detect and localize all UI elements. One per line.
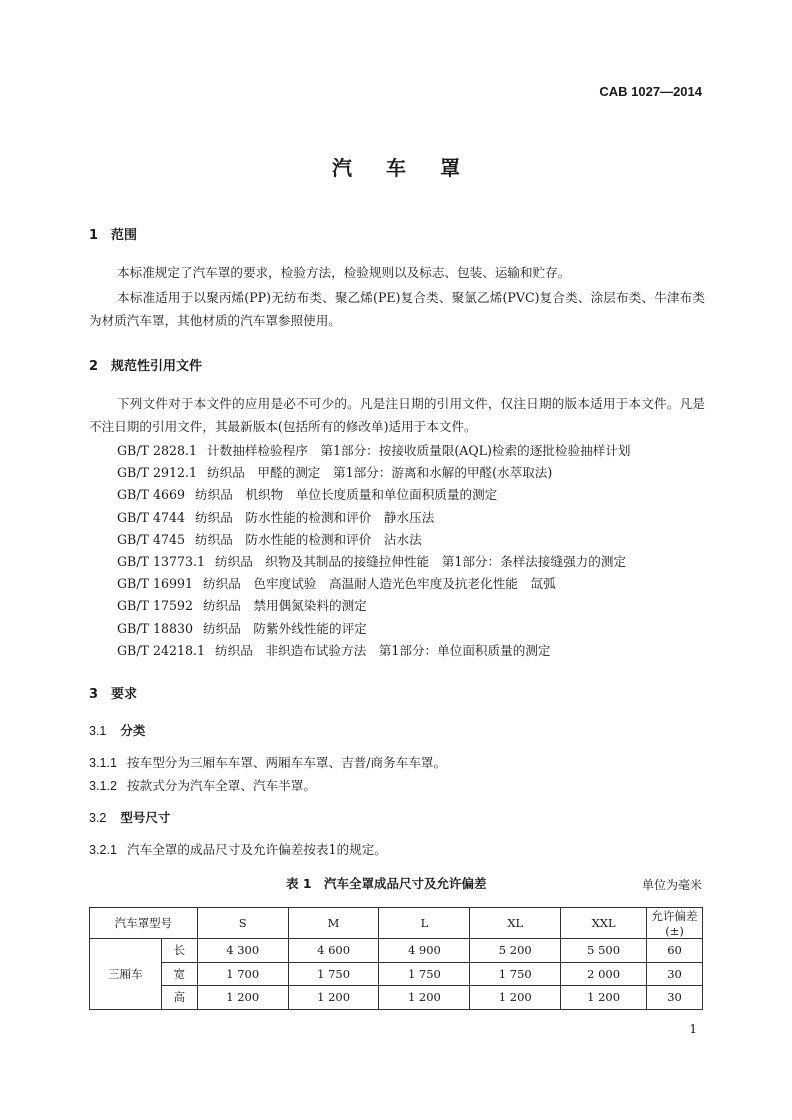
value-cell: 1 750 xyxy=(379,962,470,986)
clause-3-1-1 xyxy=(89,752,446,771)
value-cell: 4 900 xyxy=(379,939,470,963)
clause-3-2-1 xyxy=(89,839,387,858)
subsection-title: 型号尺寸 xyxy=(120,810,171,825)
table-row xyxy=(90,939,703,963)
header-cell: S xyxy=(197,908,288,939)
reference-code: GB/T 4745 xyxy=(117,531,186,547)
standard-code: CAB 1027—2014 xyxy=(599,84,702,99)
reference-title: 纺织品 非织造布试验方法 第1部分：单位面积质量的测定 xyxy=(215,642,551,658)
reference-code: GB/T 2912.1 xyxy=(117,465,198,481)
reference-item xyxy=(117,484,497,506)
section-title: 规范性引用文件 xyxy=(111,359,203,374)
clause-text: 按车型分为三厢车车罩、两厢车车罩、吉普/商务车车罩。 xyxy=(127,755,447,770)
size-table xyxy=(89,907,703,1010)
dim-cell: 长 xyxy=(161,939,197,963)
value-cell: 1 200 xyxy=(288,986,379,1010)
page-title: 汽车罩 xyxy=(332,156,494,180)
table-caption: 表 1 汽车全罩成品尺寸及允许偏差 xyxy=(286,876,487,891)
section-title: 范围 xyxy=(111,228,138,243)
value-cell: 4 600 xyxy=(288,939,379,963)
reference-item xyxy=(117,618,367,640)
section-1-heading xyxy=(89,224,137,243)
reference-title: 纺织品 禁用偶氮染料的测定 xyxy=(203,598,367,614)
section-number: 1 xyxy=(89,228,99,243)
reference-item xyxy=(117,529,422,551)
reference-title: 纺织品 色牢度试验 高温耐人造光色牢度及抗老化性能 氙弧 xyxy=(203,576,556,592)
subsection-3-1-heading xyxy=(89,721,145,739)
section-2-heading xyxy=(89,355,202,374)
reference-item xyxy=(117,573,556,595)
value-cell: 1 750 xyxy=(470,962,561,986)
clause-text: 汽车全罩的成品尺寸及允许偏差按表1的规定。 xyxy=(127,842,387,857)
value-cell: 1 200 xyxy=(379,986,470,1010)
scope-paragraph-2: 本标准适用于以聚丙烯(PP)无纺布类、聚乙烯(PE)复合类、聚氯乙烯(PVC)复合类、涂层布类、牛津布类为材质汽车罩，其他材质的汽车罩参照使用。 xyxy=(89,290,705,328)
clause-number: 3.1.2 xyxy=(89,779,118,793)
tolerance-cell: 60 xyxy=(647,939,703,963)
clause-number: 3.1.1 xyxy=(89,756,118,770)
reference-item xyxy=(117,440,630,462)
value-cell: 5 200 xyxy=(470,939,561,963)
reference-title: 纺织品 机织物 单位长度质量和单位面积质量的测定 xyxy=(195,487,498,503)
reference-code: GB/T 4744 xyxy=(117,509,186,525)
reference-title: 计数抽样检验程序 第1部分：按接收质量限(AQL)检索的逐批检验抽样计划 xyxy=(207,443,631,458)
table-row xyxy=(90,962,703,986)
subsection-3-2-heading xyxy=(89,808,170,826)
header-cell: XXL xyxy=(561,908,647,939)
table-row xyxy=(90,986,703,1010)
value-cell: 4 300 xyxy=(197,939,288,963)
reference-code: GB/T 17592 xyxy=(117,598,194,614)
dim-cell: 宽 xyxy=(161,962,197,986)
clause-number: 3.2.1 xyxy=(89,843,118,857)
reference-item xyxy=(117,595,367,617)
reference-item xyxy=(117,640,551,662)
subsection-title: 分类 xyxy=(120,723,146,738)
section-number: 3 xyxy=(89,687,99,702)
reference-code: GB/T 2828.1 xyxy=(117,443,198,458)
group-cell: 三厢车 xyxy=(90,939,162,1010)
header-cell: M xyxy=(288,908,379,939)
value-cell: 1 200 xyxy=(470,986,561,1010)
value-cell: 1 200 xyxy=(561,986,647,1010)
reference-item xyxy=(117,462,552,484)
scope-paragraph-1: 本标准规定了汽车罩的要求，检验方法，检验规则以及标志、包装、运输和贮存。 xyxy=(117,265,571,280)
references-intro: 下列文件对于本文件的应用是必不可少的。凡是注日期的引用文件，仅注日期的版本适用于本文件。凡是不注日期的引用文件，其最新版本(包括所有的修改单)适用于本文件。 xyxy=(89,396,705,434)
header-cell: 允许偏差(±) xyxy=(647,908,703,939)
reference-code: GB/T 4669 xyxy=(117,487,186,503)
value-cell: 1 700 xyxy=(197,962,288,986)
tolerance-cell: 30 xyxy=(647,962,703,986)
reference-title: 纺织品 防水性能的检测和评价 沾水法 xyxy=(195,531,422,547)
header-cell: 汽车罩型号 xyxy=(90,908,198,939)
reference-code: GB/T 13773.1 xyxy=(117,554,206,569)
value-cell: 1 750 xyxy=(288,962,379,986)
table-unit: 单位为毫米 xyxy=(641,878,702,892)
table-header-row xyxy=(90,908,703,939)
value-cell: 2 000 xyxy=(561,962,647,986)
subsection-number: 3.1 xyxy=(89,724,107,738)
reference-item xyxy=(117,551,626,573)
value-cell: 1 200 xyxy=(197,986,288,1010)
clause-text: 按款式分为汽车全罩、汽车半罩。 xyxy=(127,778,316,793)
reference-code: GB/T 24218.1 xyxy=(117,642,206,658)
clause-3-1-2 xyxy=(89,775,316,794)
reference-code: GB/T 16991 xyxy=(117,576,194,592)
header-cell: L xyxy=(379,908,470,939)
reference-title: 纺织品 防紫外线性能的评定 xyxy=(203,620,367,636)
header-cell: XL xyxy=(470,908,561,939)
tolerance-cell: 30 xyxy=(647,986,703,1010)
reference-code: GB/T 18830 xyxy=(117,620,194,636)
subsection-number: 3.2 xyxy=(89,811,107,825)
section-number: 2 xyxy=(89,359,99,374)
page-number: 1 xyxy=(689,1022,697,1036)
section-title: 要求 xyxy=(111,687,138,702)
reference-title: 纺织品 织物及其制品的接缝拉伸性能 第1部分：条样法接缝强力的测定 xyxy=(215,554,627,569)
reference-item xyxy=(117,507,434,529)
section-3-heading xyxy=(89,683,137,702)
reference-title: 纺织品 甲醛的测定 第1部分：游离和水解的甲醛(水萃取法) xyxy=(207,465,553,481)
reference-title: 纺织品 防水性能的检测和评价 静水压法 xyxy=(195,509,435,525)
dim-cell: 高 xyxy=(161,986,197,1010)
value-cell: 5 500 xyxy=(561,939,647,963)
